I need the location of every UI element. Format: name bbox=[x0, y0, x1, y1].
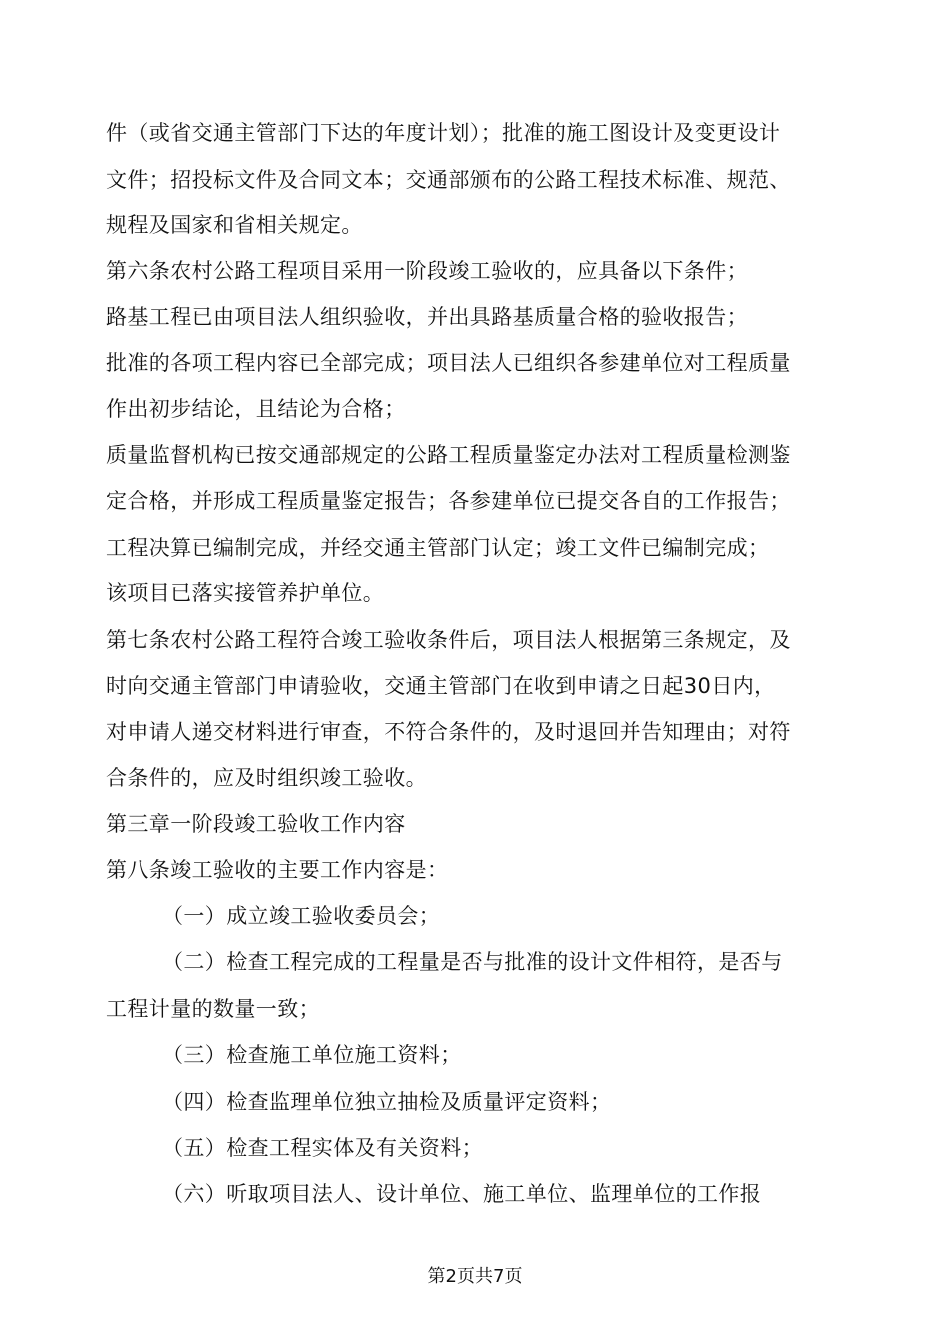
chapter-3-heading: 第三章一阶段竣工验收工作内容 bbox=[106, 812, 406, 836]
text-line: 质量监督机构已按交通部规定的公路工程质量鉴定办法对工程质量检测鉴 bbox=[106, 443, 791, 467]
article-6-heading: 第六条农村公路工程项目采用一阶段竣工验收的，应具备以下条件； bbox=[106, 259, 748, 283]
text-line: 对申请人递交材料进行审查，不符合条件的，及时退回并告知理由；对符 bbox=[106, 720, 791, 744]
article-7-heading: 第七条农村公路工程符合竣工验收条件后，项目法人根据第三条规定，及 bbox=[106, 628, 791, 652]
text-line: 时向交通主管部门申请验收，交通主管部门在收到申请之日起30日内， bbox=[106, 674, 776, 698]
text-line: 规程及国家和省相关规定。 bbox=[106, 213, 363, 237]
list-item: （五）检查工程实体及有关资料； bbox=[162, 1136, 483, 1160]
text-line: 文件；招投标文件及合同文本；交通部颁布的公路工程技术标准、规范、 bbox=[106, 168, 791, 192]
list-item: （四）检查监理单位独立抽检及质量评定资料； bbox=[162, 1090, 612, 1114]
list-item: （六）听取项目法人、设计单位、施工单位、监理单位的工作报 bbox=[162, 1182, 762, 1206]
text-line: 件（或省交通主管部门下达的年度计划）；批准的施工图设计及变更设计 bbox=[106, 121, 781, 145]
text-line: 作出初步结论，且结论为合格； bbox=[106, 397, 406, 421]
text-line: 批准的各项工程内容已全部完成；项目法人已组织各参建单位对工程质量 bbox=[106, 351, 791, 375]
text-line: 工程决算已编制完成，并经交通主管部门认定；竣工文件已编制完成； bbox=[106, 536, 770, 560]
page-number-footer: 第2页共7页 bbox=[427, 1266, 523, 1287]
text-line: 路基工程已由项目法人组织验收，并出具路基质量合格的验收报告； bbox=[106, 305, 748, 329]
text-line: 合条件的，应及时组织竣工验收。 bbox=[106, 766, 427, 790]
list-item: （二）检查工程完成的工程量是否与批准的设计文件相符，是否与 bbox=[162, 950, 783, 974]
article-8-heading: 第八条竣工验收的主要工作内容是： bbox=[106, 858, 449, 882]
list-item: （一）成立竣工验收委员会； bbox=[162, 904, 441, 928]
text-line: 定合格，并形成工程质量鉴定报告；各参建单位已提交各自的工作报告； bbox=[106, 489, 791, 513]
list-item: （三）检查施工单位施工资料； bbox=[162, 1043, 462, 1067]
text-line: 该项目已落实接管养护单位。 bbox=[106, 581, 385, 605]
text-line: 工程计量的数量一致； bbox=[106, 997, 320, 1021]
